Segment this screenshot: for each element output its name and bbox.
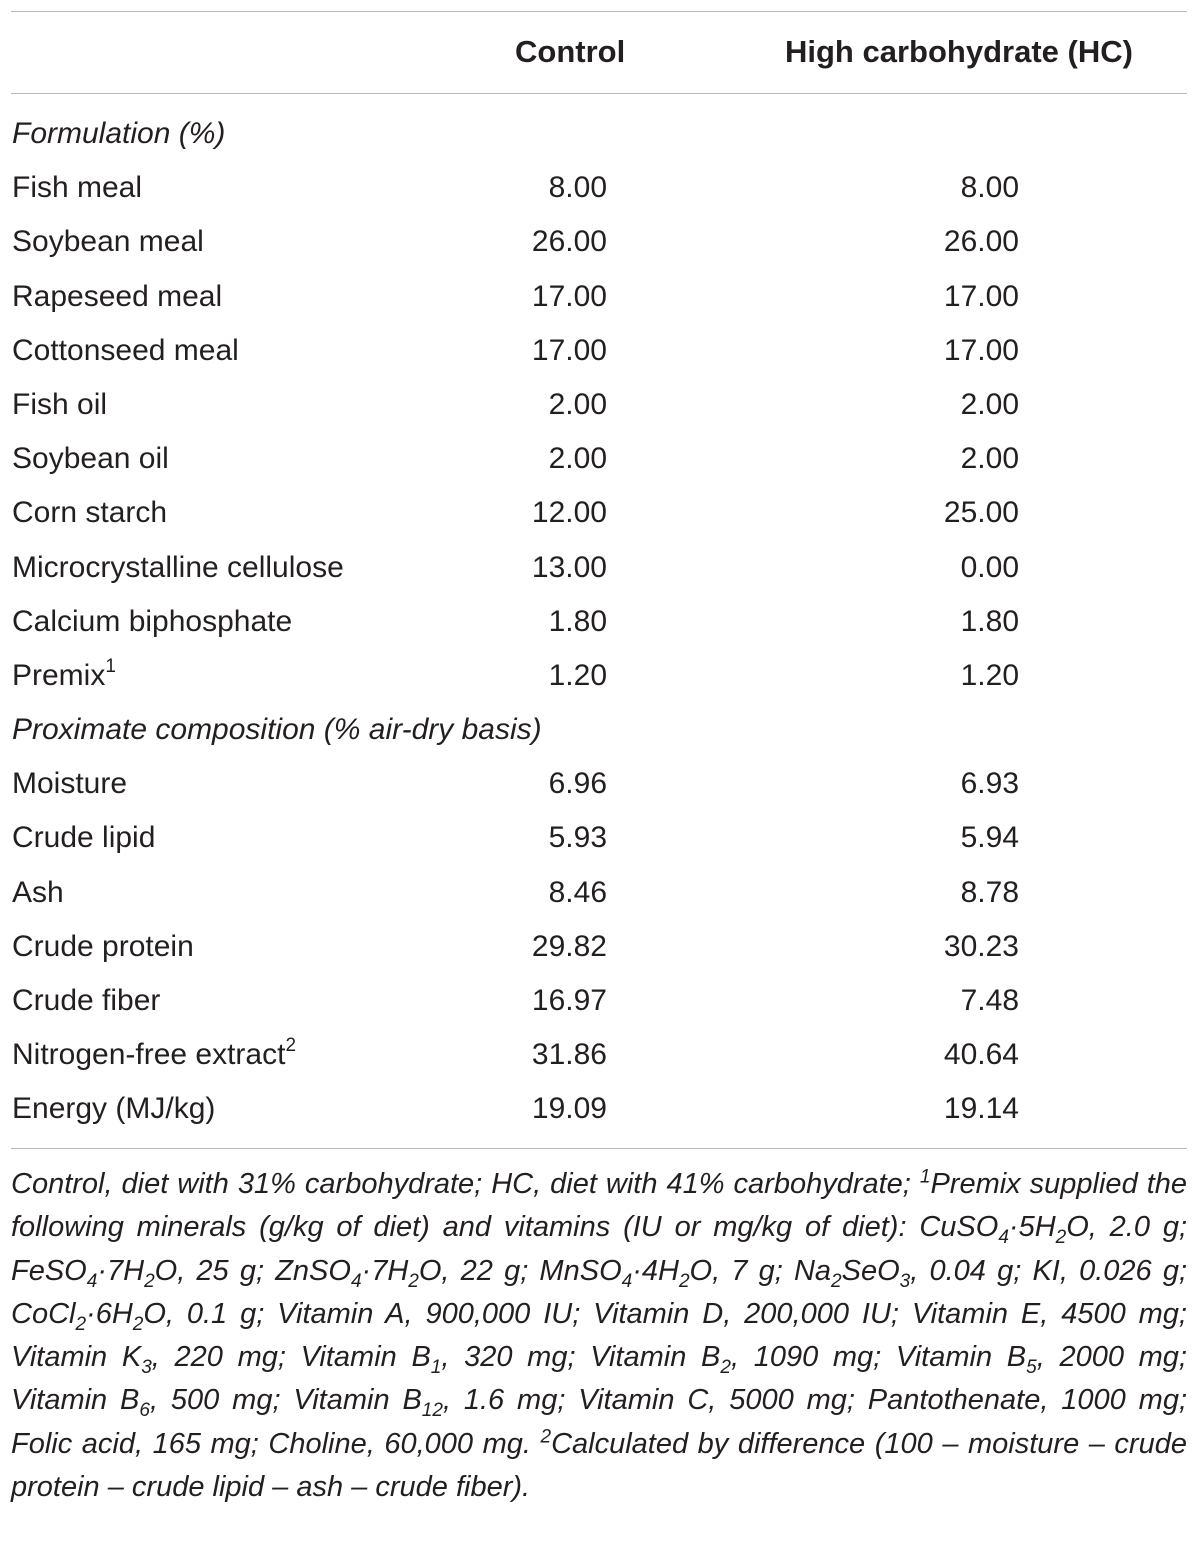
footnote-text: ·5H bbox=[1008, 1211, 1056, 1244]
cell-control: 1.20 bbox=[548, 658, 607, 692]
footnote-text: O, 7 g; Na bbox=[689, 1254, 832, 1287]
cell-hc: 26.00 bbox=[943, 225, 1019, 259]
footnote-text: ·7H bbox=[97, 1254, 145, 1287]
table-row bbox=[0, 379, 1200, 433]
table-row bbox=[0, 271, 1200, 325]
footnote-text: O, 2.0 g; FeSO bbox=[11, 1211, 1188, 1287]
cell-hc: 8.78 bbox=[960, 875, 1019, 909]
table-row bbox=[0, 162, 1200, 216]
subscript: 2 bbox=[408, 1270, 419, 1292]
footnote-text: Premix supplied the following minerals (g/kg of diet) and vitamins (IU or mg/kg of diet): CuSO bbox=[11, 1168, 1188, 1244]
cell-hc: 2.00 bbox=[960, 387, 1019, 421]
footnote-text: , 500 mg; Vitamin B bbox=[149, 1384, 422, 1417]
footnote-text: , 2000 mg; Vitamin B bbox=[11, 1341, 1187, 1417]
cell-control: 13.00 bbox=[531, 550, 607, 584]
subscript: 4 bbox=[998, 1227, 1009, 1249]
footnote-marker: 2 bbox=[285, 1035, 297, 1057]
cell-hc: 19.14 bbox=[943, 1092, 1019, 1126]
row-label: Cottonseed meal bbox=[12, 333, 239, 367]
table-row bbox=[0, 433, 1200, 487]
cell-control: 12.00 bbox=[531, 496, 607, 530]
row-label: Microcrystalline cellulose bbox=[12, 550, 344, 584]
row-label: Ash bbox=[12, 875, 64, 909]
subscript: 2 bbox=[144, 1270, 155, 1292]
footnote-text: SeO bbox=[841, 1254, 900, 1287]
cell-control: 1.80 bbox=[548, 604, 607, 638]
cell-control: 17.00 bbox=[531, 333, 607, 367]
cell-control: 16.97 bbox=[531, 984, 607, 1017]
table-footnote bbox=[11, 1163, 1187, 1509]
subscript: 2 bbox=[678, 1270, 690, 1292]
subscript: 2 bbox=[1055, 1227, 1067, 1249]
subscript: 12 bbox=[421, 1400, 443, 1422]
footnote-text: O, 25 g; ZnSO bbox=[154, 1254, 351, 1287]
row-label: Premix$^1$ bbox=[12, 655, 116, 692]
row-label: Crude protein bbox=[12, 929, 194, 963]
footnote-text: , 320 mg; Vitamin B bbox=[441, 1341, 721, 1374]
cell-hc: 7.48 bbox=[960, 984, 1019, 1017]
table-row bbox=[0, 1083, 1200, 1137]
cell-control: 19.09 bbox=[531, 1092, 607, 1126]
table-row bbox=[0, 650, 1200, 704]
subscript: 3 bbox=[141, 1356, 152, 1378]
footnote-text: , 1.6 mg; Vitamin C, 5000 mg; Pantothenate, 1000 mg; Folic acid, 165 mg; Choline, 60,000 mg. bbox=[11, 1384, 1188, 1460]
subscript: 5 bbox=[1026, 1356, 1037, 1378]
table-top-rule bbox=[11, 11, 1187, 12]
cell-control: 31.86 bbox=[531, 1038, 607, 1072]
cell-hc: 25.00 bbox=[943, 496, 1019, 530]
footnote-text: O, 0.1 g; Vitamin A, 900,000 IU; Vitamin D, 200,000 IU; Vitamin E, 4500 mg; Vitamin K bbox=[11, 1297, 1187, 1374]
cell-hc: 17.00 bbox=[943, 333, 1019, 367]
table-row bbox=[0, 216, 1200, 270]
subscript: 4 bbox=[621, 1270, 633, 1292]
cell-control: 2.00 bbox=[548, 442, 607, 476]
row-label: Corn starch bbox=[12, 496, 168, 530]
table-row bbox=[0, 487, 1200, 541]
row-label: Energy (MJ/kg) bbox=[12, 1092, 216, 1126]
row-label: Nitrogen-free extract$^2$ bbox=[12, 1035, 297, 1072]
table-row bbox=[0, 812, 1200, 866]
column-header-hc: High carbohydrate (HC) bbox=[785, 34, 1133, 69]
section-label: Formulation (%) bbox=[12, 117, 226, 150]
table-body bbox=[0, 108, 1200, 1138]
cell-hc: 1.20 bbox=[960, 658, 1019, 692]
cell-hc: 2.00 bbox=[960, 442, 1019, 476]
cell-hc: 0.00 bbox=[960, 550, 1019, 584]
table-row bbox=[0, 596, 1200, 650]
header-rule bbox=[11, 93, 1187, 94]
subscript: 6 bbox=[139, 1400, 150, 1422]
cell-hc: 17.00 bbox=[943, 279, 1019, 313]
table-row bbox=[0, 325, 1200, 379]
footnote-text: , 0.04 g; KI, 0.026 g; CoCl bbox=[11, 1254, 1187, 1330]
footnote-marker: 1 bbox=[919, 1166, 931, 1188]
table-row bbox=[0, 975, 1200, 1029]
table-row bbox=[0, 867, 1200, 921]
cell-control: 8.00 bbox=[548, 171, 607, 205]
table-row bbox=[0, 758, 1200, 812]
section-label: Proximate composition (% air-dry basis) bbox=[12, 713, 542, 747]
row-label: Fish oil bbox=[12, 387, 108, 421]
cell-control: 6.96 bbox=[548, 767, 607, 801]
cell-control: 2.00 bbox=[548, 387, 607, 421]
subscript: 4 bbox=[350, 1270, 362, 1292]
cell-control: 29.82 bbox=[531, 929, 607, 963]
section-header-row bbox=[0, 108, 1200, 162]
footnote-text: O, 22 g; MnSO bbox=[418, 1254, 622, 1287]
row-label: Moisture bbox=[12, 767, 128, 801]
cell-control: 17.00 bbox=[531, 279, 607, 313]
row-label: Crude lipid bbox=[12, 821, 156, 855]
subscript: 2 bbox=[831, 1270, 842, 1292]
cell-control: 8.46 bbox=[548, 875, 607, 909]
table-row bbox=[0, 921, 1200, 975]
cell-hc: 5.94 bbox=[960, 821, 1019, 855]
subscript: 2 bbox=[720, 1356, 731, 1378]
cell-control: 26.00 bbox=[531, 225, 607, 259]
footnote-text: ·4H bbox=[632, 1254, 679, 1287]
cell-hc: 6.93 bbox=[960, 767, 1019, 801]
subscript: 4 bbox=[86, 1270, 98, 1292]
section-header-row bbox=[0, 704, 1200, 758]
table-bottom-rule bbox=[11, 1148, 1187, 1149]
subscript: 1 bbox=[430, 1356, 442, 1378]
subscript: 3 bbox=[899, 1270, 911, 1292]
subscript: 2 bbox=[132, 1313, 144, 1335]
row-label: Rapeseed meal bbox=[12, 279, 223, 313]
footnote-marker: 2 bbox=[540, 1426, 552, 1448]
row-label: Calcium biphosphate bbox=[12, 604, 293, 638]
footnote-text: , 1090 mg; Vitamin B bbox=[730, 1341, 1027, 1374]
cell-hc: 8.00 bbox=[960, 171, 1019, 205]
table-row bbox=[0, 1029, 1200, 1083]
row-label: Soybean meal bbox=[12, 225, 204, 259]
footnote-marker: 1 bbox=[105, 655, 116, 677]
cell-hc: 30.23 bbox=[943, 929, 1019, 963]
row-label: Soybean oil bbox=[12, 442, 169, 476]
table-row bbox=[0, 542, 1200, 596]
footnote-text: , 220 mg; Vitamin B bbox=[151, 1341, 431, 1374]
footnote-text: Control, diet with 31% carbohydrate; HC, diet with 41% carbohydrate; bbox=[11, 1168, 920, 1200]
subscript: 2 bbox=[75, 1313, 87, 1335]
cell-control: 5.93 bbox=[548, 821, 607, 855]
footnote-text: ·7H bbox=[361, 1254, 409, 1287]
row-label: Crude fiber bbox=[12, 984, 161, 1017]
cell-hc: 40.64 bbox=[943, 1038, 1019, 1072]
footnote-text: Calculated by difference (100 – moisture – crude protein – crude lipid – ash – crude fiber). bbox=[11, 1427, 1187, 1504]
cell-hc: 1.80 bbox=[960, 604, 1019, 638]
row-label: Fish meal bbox=[12, 171, 143, 205]
footnote-text: ·6H bbox=[86, 1297, 133, 1330]
column-header-control: Control bbox=[515, 34, 626, 69]
